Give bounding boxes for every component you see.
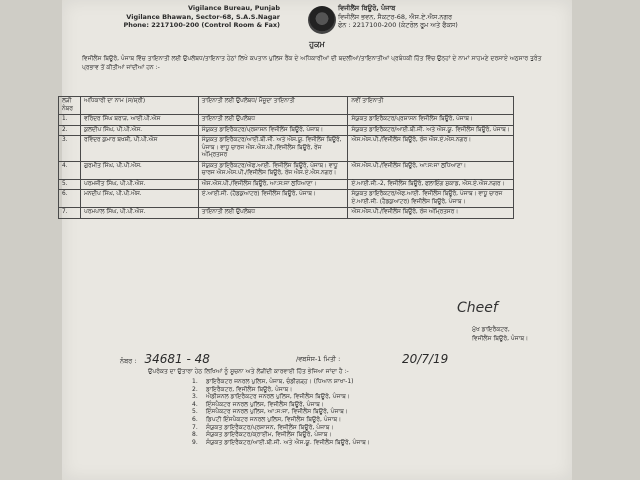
officer-cell: ਪਰਮਜੀਤ ਸਿੰਘ, ਪੀ.ਪੀ.ਐਸ. xyxy=(80,179,198,190)
letterhead-punjabi xyxy=(338,4,548,30)
table-header-row xyxy=(59,97,514,115)
table-row xyxy=(59,208,514,219)
column-header-officer: ਅਧਿਕਾਰੀ ਦਾ ਨਾਮ (ਸ/ਸ਼੍ਰੀ) xyxy=(80,97,198,115)
background-left xyxy=(0,0,62,480)
serial-cell: 1. xyxy=(59,115,81,126)
distribution-item: 1. ਡਾਇਰੈਕਟਰ ਜਨਰਲ ਪੁਲਿਸ, ਪੰਜਾਬ, ਚੰਡੀਗੜ੍ਹ। (ਧਿਆਨ ਸ਼ਾਖਾ-1) xyxy=(192,378,354,385)
transfer-table xyxy=(58,96,514,219)
emblem-icon xyxy=(308,6,336,34)
letterhead-english xyxy=(80,4,280,30)
reference-line xyxy=(120,352,449,366)
reference-number: 34681 - 48 xyxy=(144,352,210,366)
background-right xyxy=(572,0,640,480)
table-row xyxy=(59,125,514,136)
reference-branch-label: /ਵਬਸੰਸ-1 ਮਿਤੀ : xyxy=(296,355,341,363)
distribution-item: 6. ਡਿਪਟੀ ਇੰਸਪੈਕਟਰ ਜਨਰਲ ਪੁਲਿਸ, ਵਿਜੀਲੈਂਸ ਬਿਊਰੋ, ਪੰਜਾਬ। xyxy=(192,415,342,423)
letterhead-punjabi-line: ਵਿਜੀਲੈਂਸ ਭਵਨ, ਸੈਕਟਰ-68, ਐਸ.ਏ.ਐਸ.ਨਗਰ xyxy=(338,12,453,21)
letterhead-english-line: Vigilance Bureau, Punjab xyxy=(187,4,280,12)
new-posting-cell: ਐਸ.ਐਸ.ਪੀ./ਵਿਜੀਲੈਂਸ ਬਿਊਰੋ, ਆ:ਸ:ਜਾ ਲੁਧਿਆਣਾ। xyxy=(348,161,514,179)
distribution-item: 2. ਡਾਇਰੈਕਟਰ, ਵਿਜੀਲੈਂਸ ਬਿਊਰੋ, ਪੰਜਾਬ। xyxy=(192,385,293,393)
officer-cell: ਵਰਿੰਦਰ ਸਿੰਘ ਬਰਾੜ, ਆਈ.ਪੀ.ਐਸ xyxy=(80,115,198,126)
current-posting-cell: ਐਸ.ਐਸ.ਪੀ./ਵਿਜੀਲੈਂਸ ਬਿਊਰੋ, ਆ:ਸ:ਜਾ ਲੁਧਿਆਣਾ। xyxy=(198,179,348,190)
table-row xyxy=(59,161,514,179)
table-row xyxy=(59,115,514,126)
column-header-new-posting: ਨਵੀਂ ਤਾਇਨਾਤੀ xyxy=(348,97,514,115)
table-row xyxy=(59,179,514,190)
distribution-list xyxy=(192,378,370,446)
letterhead-english-line: Vigilance Bhawan, Sector-68, S.A.S.Nagar xyxy=(126,12,280,21)
letterhead-punjabi-line: ਫੋਨ : 2217100-200 (ਕੰਟਰੋਲ ਰੂਮ ਅਤੇ ਫੈਕਸ) xyxy=(338,21,458,29)
serial-cell: 4. xyxy=(59,161,81,179)
distribution-item: 8. ਸੰਯੁਕਤ ਡਾਇਰੈਕਟਰ/ਕ੍ਰਾਈਮ, ਵਿਜੀਲੈਂਸ ਬਿਊਰੋ, ਪੰਜਾਬ। xyxy=(192,431,332,439)
document-page xyxy=(62,0,572,480)
current-posting-cell: ਤਾਇਨਾਤੀ ਲਈ ਉਪਲੱਬਧ xyxy=(198,115,348,126)
letterhead-english-line: Phone: 2217100-200 (Control Room & Fax) xyxy=(123,21,280,29)
current-posting-cell: ਏ.ਆਈ.ਜੀ. (ਹੈਡਕੁਆਟਰ) ਵਿਜੀਲੈਂਸ ਬਿਊਰੋ, ਪੰਜਾਬ। xyxy=(198,190,348,208)
officer-cell: ਕੁਲਦੀਪ ਸਿੰਘ, ਪੀ.ਪੀ.ਐਸ. xyxy=(80,125,198,136)
distribution-item: 4. ਇੰਸਪੈਕਟਰ ਜਨਰਲ ਪੁਲਿਸ, ਵਿਜੀਲੈਂਸ ਬਿਊਰੋ, ਪੰਜਾਬ। xyxy=(192,400,324,408)
serial-cell: 5. xyxy=(59,179,81,190)
new-posting-cell: ਐਸ.ਐਸ.ਪੀ./ਵਿਜੀਲੈਂਸ ਬਿਊਰੋ, ਰੇਂਜ ਅੰਮ੍ਰਿਤਸਰ। xyxy=(348,208,514,219)
order-title: ਹੁਕਮ xyxy=(309,40,325,49)
column-header-serial: ਲੜੀ ਨੰਬਰ xyxy=(59,97,81,115)
new-posting-cell: ਐਸ.ਐਸ.ਪੀ./ਵਿਜੀਲੈਂਸ ਬਿਊਰੋ, ਰੇਂਜ ਐਸ.ਏ.ਐਸ.ਨਗਰ। xyxy=(348,136,514,162)
officer-cell: ਰਵਿੰਦਰ ਕੁਮਾਰ ਬਖਸ਼ੀ, ਪੀ.ਪੀ.ਐਸ xyxy=(80,136,198,162)
current-posting-cell: ਸੰਯੁਕਤ ਡਾਇਰੈਕਟਰ/ਆਈ.ਬੀ.ਜੀ. ਅਤੇ ਐਸ.ਯੂ. ਵਿਜੀਲੈਂਸ ਬਿਊਰੋ, ਪੰਜਾਬ। ਵਾਧੂ ਚਾਰਜ ਐਸ.ਐਸ.ਪੀ./ਵਿਜੀਲੈਂਸ ਬਿਊਰੋ, ਰੇਂਜ ਅੰਮ੍ਰਿਤਸਰ xyxy=(198,136,348,162)
distribution-item: 9. ਸੰਯੁਕਤ ਡਾਇਰੈਕਟਰ/ਆਈ.ਬੀ.ਜੀ. ਅਤੇ ਐਸ.ਯੂ. ਵਿਜੀਲੈਂਸ ਬਿਊਰੋ, ਪੰਜਾਬ। xyxy=(192,438,370,446)
distribution-item: 3. ਐਡੀਸ਼ਨਲ ਡਾਇਰੈਕਟਰ ਜਨਰਲ ਪੁਲਿਸ, ਵਿਜੀਲੈਂਸ ਬਿਊਰੋ, ਪੰਜਾਬ। xyxy=(192,393,350,401)
column-header-current-posting: ਤਾਇਨਾਤੀ ਲਈ ਉਪਲੱਬਧ/ ਮੌਜੂਦਾ ਤਾਇਨਾਤੀ xyxy=(198,97,348,115)
current-posting-cell: ਸੰਯੁਕਤ ਡਾਇਰੈਕਟਰ/ਐਫ.ਆਈ. ਵਿਜੀਲੈਂਸ ਬਿਊਰੋ, ਪੰਜਾਬ। ਵਾਧੂ ਚਾਰਜ ਐਸ.ਐਸ.ਪੀ./ਵਿਜੀਲੈਂਸ ਬਿਊਰੋ, ਰੇਂਜ ਐਸ.ਏ.ਐਸ.ਨਗਰ। xyxy=(198,161,348,179)
serial-cell: 7. xyxy=(59,208,81,219)
table-row xyxy=(59,136,514,162)
new-posting-cell: ਏ.ਆਈ.ਜੀ.-2, ਵਿਜੀਲੈਂਸ ਬਿਊਰੋ, ਫਲਾਇੰਗ ਸੁਕਾਡ, ਐਸ.ਏ.ਐਸ.ਨਗਰ। xyxy=(348,179,514,190)
officer-cell: ਮਨਦੀਪ ਸਿੰਘ, ਪੀ.ਪੀ.ਐਸ. xyxy=(80,190,198,208)
serial-cell: 2. xyxy=(59,125,81,136)
order-intro: ਵਿਜੀਲੈਂਸ ਬਿਊਰੋ, ਪੰਜਾਬ ਵਿੱਚ ਤਾਇਨਾਤੀ ਲਈ ਉਪਲੱਬਧ/ਤਾਇਨਾਤ ਹੇਠਾਂ ਲਿਖੇ ਕਪਤਾਨ ਪੁਲਿਸ ਰੈਂਕ ਦੇ ਅਧਿਕਾਰੀਆਂ ਦੀ ਬਦਲੀਆਂ/ਤਾਇਨਾਤੀਆਂ ਪ੍ਰਬੰਧਕੀ ਹਿੱਤ ਵਿੱਚ ਉਨ੍ਹਾਂ ਦੇ ਨਾਮਾਂ ਸਾਹਮਣੇ ਦਰਸਾਏ ਅਨੁਸਾਰ ਤੁਰੰਤ ਪ੍ਰਭਾਵ ਤੋਂ ਕੀਤੀਆਂ ਜਾਂਦੀਆਂ ਹਨ :- xyxy=(82,55,542,71)
new-posting-cell: ਸੰਯੁਕਤ ਡਾਇਰੈਕਟਰ/ਐਫ.ਆਈ. ਵਿਜੀਲੈਂਸ ਬਿਊਰੋ, ਪੰਜਾਬ। ਵਾਧੂ ਚਾਰਜ ਏ.ਆਈ.ਜੀ. (ਹੈਡਕੁਆਟਰ) ਵਿਜੀਲੈਂਸ ਬਿਊਰੋ, ਪੰਜਾਬ। xyxy=(348,190,514,208)
signatory-block xyxy=(472,326,528,343)
officer-cell: ਪਰਮਪਾਲ ਸਿੰਘ, ਪੀ.ਪੀ.ਐਸ. xyxy=(80,208,198,219)
signatory-line: ਵਿਜੀਲੈਂਸ ਬਿਊਰੋ, ਪੰਜਾਬ। xyxy=(472,334,529,342)
serial-cell: 6. xyxy=(59,190,81,208)
distribution-item: 7. ਸੰਯੁਕਤ ਡਾਇਰੈਕਟਰ/ਪ੍ਰਸ਼ਾਸਨ, ਵਿਜੀਲੈਂਸ ਬਿਊਰੋ, ਪੰਜਾਬ। xyxy=(192,423,334,431)
current-posting-cell: ਸੰਯੁਕਤ ਡਾਇਰੈਕਟਰ/ਪ੍ਰਸ਼ਾਸਨ ਵਿਜੀਲੈਂਸ ਬਿਊਰੋ, ਪੰਜਾਬ। xyxy=(198,125,348,136)
current-posting-cell: ਤਾਇਨਾਤੀ ਲਈ ਉਪਲੱਬਧ xyxy=(198,208,348,219)
new-posting-cell: ਸੰਯੁਕਤ ਡਾਇਰੈਕਟਰ/ਪ੍ਰਸ਼ਾਸਨ ਵਿਜੀਲੈਂਸ ਬਿਊਰੋ, ਪੰਜਾਬ। xyxy=(348,115,514,126)
distribution-item: 5. ਇੰਸਪੈਕਟਰ ਜਨਰਲ ਪੁਲਿਸ, ਆ:ਸ:ਜਾ, ਵਿਜੀਲੈਂਸ ਬਿਊਰੋ, ਪੰਜਾਬ। xyxy=(192,408,348,416)
serial-cell: 3. xyxy=(59,136,81,162)
reference-date: 20/7/19 xyxy=(402,352,449,366)
letterhead-punjabi-line: ਵਿਜੀਲੈਂਸ ਬਿਊਰੋ, ਪੰਜਾਬ xyxy=(338,4,396,12)
signatory-line: ਮੁੱਖ ਡਾਇਰੈਕਟਰ, xyxy=(472,326,510,333)
forward-note: ਉਪਰੋਕਤ ਦਾ ਉਤਾਰਾ ਹੇਠ ਲਿਖਿਆਂ ਨੂੰ ਸੂਚਨਾ ਅਤੇ ਲੋੜੀਂਦੀ ਕਾਰਵਾਈ ਹਿੱਤ ਭੇਜਿਆ ਜਾਂਦਾ ਹੈ :- xyxy=(148,368,349,375)
new-posting-cell: ਸੰਯੁਕਤ ਡਾਇਰੈਕਟਰ/ਆਈ.ਬੀ.ਜੀ. ਅਤੇ ਐਸ.ਯੂ. ਵਿਜੀਲੈਂਸ ਬਿਊਰੋ, ਪੰਜਾਬ। xyxy=(348,125,514,136)
reference-label: ਨੰਬਰ : xyxy=(120,357,137,365)
officer-cell: ਗੁਰਮੀਤ ਸਿੰਘ, ਪੀ.ਪੀ.ਐਸ. xyxy=(80,161,198,179)
table-row xyxy=(59,190,514,208)
signature: Cheef xyxy=(457,300,498,316)
